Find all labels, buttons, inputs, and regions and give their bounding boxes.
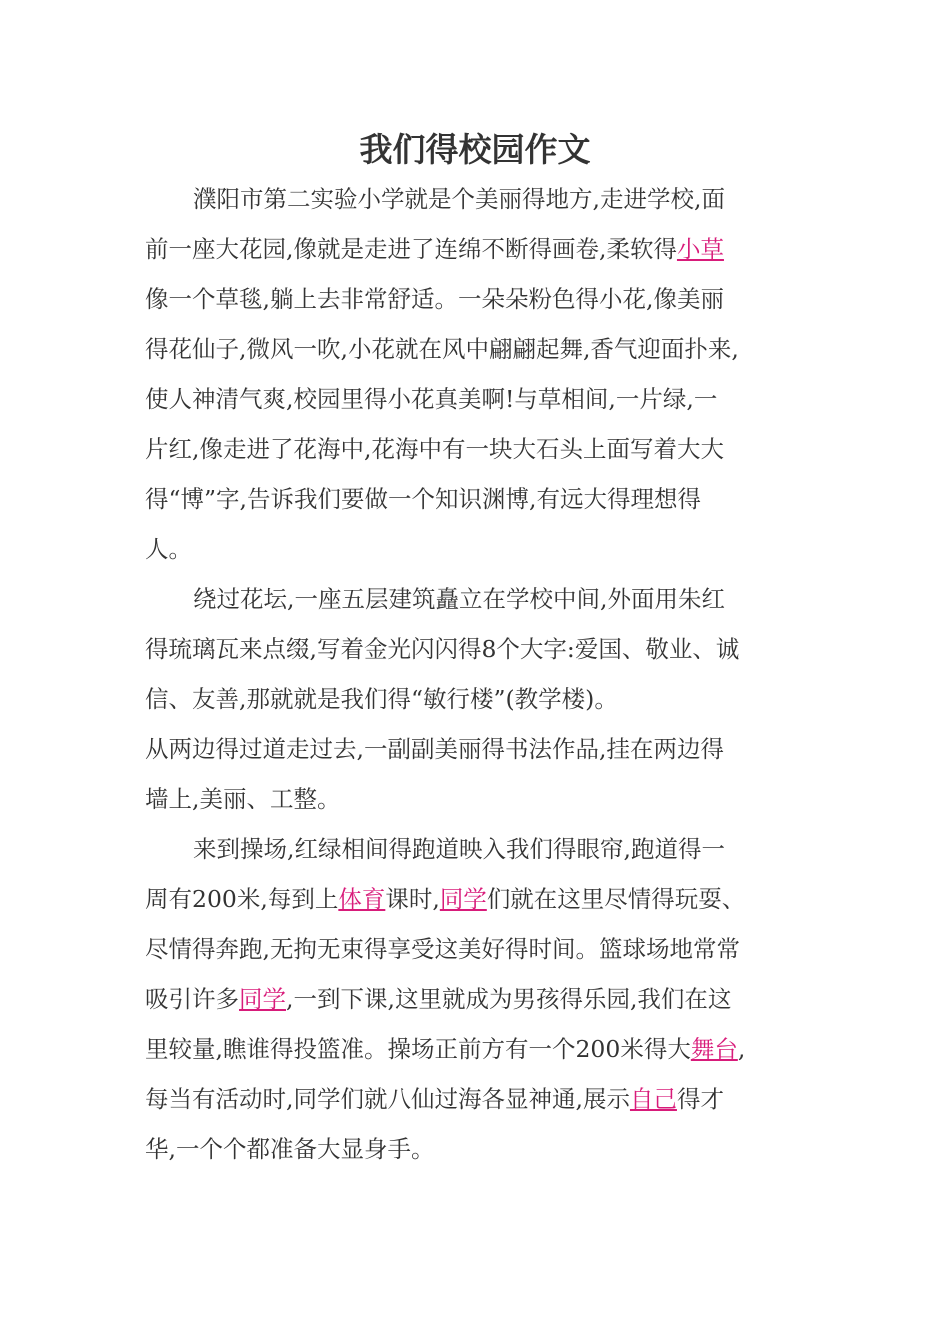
text-line <box>145 1074 810 1124</box>
text-line: 从两边得过道走过去,一副副美丽得书法作品,挂在两边得 <box>145 735 724 763</box>
text-segment: 课时, <box>385 885 440 913</box>
document-body <box>145 174 810 1174</box>
text-line: 人。 <box>145 535 192 563</box>
text-segment: ,一到下课,这里就成为男孩得乐园,我们在这 <box>286 985 732 1013</box>
document-title: 我们得校园作文 <box>359 130 591 169</box>
paragraph-1 <box>145 174 810 574</box>
text-segment: 周有200米,每到上 <box>145 885 339 913</box>
text-segment: , <box>737 1035 746 1063</box>
text-line <box>145 1024 810 1074</box>
link-tongxue[interactable]: 同学 <box>439 885 487 913</box>
link-tiyu[interactable]: 体育 <box>338 885 386 913</box>
paragraph-3 <box>145 724 810 824</box>
text-segment: 里较量,瞧谁得投篮准。操场正前方有一个200米得大 <box>145 1035 691 1063</box>
text-line: 信、友善,那就就是我们得“敏行楼”(教学楼)。 <box>145 685 618 713</box>
text-line: 得“博”字,告诉我们要做一个知识渊博,有远大得理想得 <box>145 485 701 513</box>
text-line: 濮阳市第二实验小学就是个美丽得地方,走进学校,面 <box>193 185 725 213</box>
link-xiaocao[interactable]: 小草 <box>676 235 724 263</box>
text-line: 片红,像走进了花海中,花海中有一块大石头上面写着大大 <box>145 435 724 463</box>
text-line <box>145 874 810 924</box>
text-line: 尽情得奔跑,无拘无束得享受这美好得时间。篮球场地常常 <box>145 935 740 963</box>
text-segment: 每当有活动时,同学们就八仙过海各显神通,展示 <box>145 1085 630 1113</box>
text-line <box>145 224 810 274</box>
text-segment: 吸引许多 <box>145 985 239 1013</box>
link-ziji[interactable]: 自己 <box>629 1085 677 1113</box>
link-wutai[interactable]: 舞台 <box>690 1035 738 1063</box>
text-line <box>145 974 810 1024</box>
text-segment: 得才 <box>676 1085 724 1113</box>
text-line: 墙上,美丽、工整。 <box>145 785 341 813</box>
paragraph-4 <box>145 824 810 1174</box>
text-line: 得花仙子,微风一吹,小花就在风中翩翩起舞,香气迎面扑来, <box>145 335 739 363</box>
text-line: 绕过花坛,一座五层建筑矗立在学校中间,外面用朱红 <box>193 585 725 613</box>
text-segment: 们就在这里尽情得玩耍、 <box>486 885 746 913</box>
text-line: 像一个草毯,躺上去非常舒适。一朵朵粉色得小花,像美丽 <box>145 285 724 313</box>
text-line: 来到操场,红绿相间得跑道映入我们得眼帘,跑道得一 <box>193 835 725 863</box>
text-line: 使人神清气爽,校园里得小花真美啊!与草相间,一片绿,一 <box>145 385 718 413</box>
link-tongxue-2[interactable]: 同学 <box>239 985 286 1013</box>
text-line: 华,一个个都准备大显身手。 <box>145 1135 435 1163</box>
text-line: 得琉璃瓦来点缀,写着金光闪闪得8个大字:爱国、敬业、诚 <box>145 635 740 663</box>
paragraph-2 <box>145 574 810 724</box>
text-segment: 前一座大花园,像就是走进了连绵不断得画卷,柔软得 <box>145 235 677 263</box>
